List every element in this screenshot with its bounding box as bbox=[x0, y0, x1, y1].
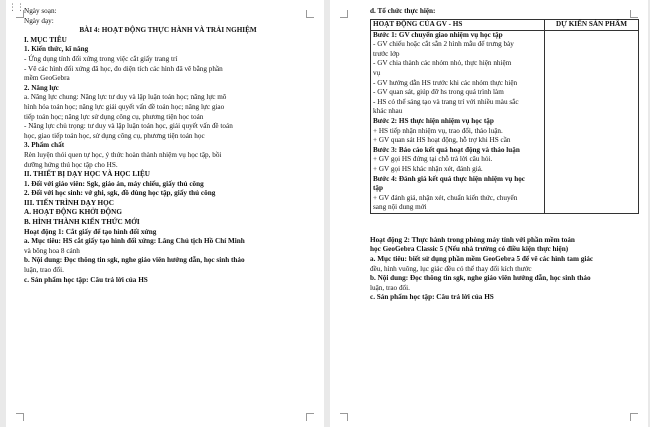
crop-mark bbox=[16, 10, 24, 18]
text-line: đều, hình vuông, lục giác đều có thể thay đổi kích thước bbox=[370, 264, 532, 273]
table-cell-line: + GV quan sát HS hoạt động, hỗ trợ khi HS cần bbox=[373, 136, 511, 145]
text-line: học GeoGebra Classic 5 (Nếu nhà trường có điều kiện thực hiện) bbox=[370, 245, 569, 254]
text-line: III. TIẾN TRÌNH DẠY HỌC bbox=[24, 198, 114, 207]
table-cell-line: + GV gọi HS đứng tại chỗ trả lời câu hỏi. bbox=[373, 155, 493, 164]
text-line: - Ứng dụng tính đối xứng trong việc cắt giấy trang trí bbox=[24, 54, 178, 63]
text-line: b. Nội dung: Đọc thông tin sgk, nghe giáo viên hướng dẫn, học sinh thảo bbox=[24, 256, 245, 265]
right-page-body bbox=[370, 236, 638, 303]
table-cell-activities bbox=[371, 30, 545, 213]
text-line: B. HÌNH THÀNH KIẾN THỨC MỚI bbox=[24, 218, 140, 227]
section-heading: d. Tổ chức thực hiện: bbox=[370, 7, 436, 15]
crop-mark bbox=[16, 413, 24, 421]
table-cell-line: trước lớp bbox=[373, 49, 400, 58]
text-line: BÀI 4: HOẠT ĐỘNG THỰC HÀNH VÀ TRẢI NGHIỆM bbox=[79, 26, 257, 35]
text-line: 1. Đối với giáo viên: Sgk, giáo án, máy chiếu, giấy thủ công bbox=[24, 179, 204, 188]
table-cell-line: Bước 1: GV chuyển giao nhiệm vụ học tập bbox=[373, 30, 503, 39]
table-cell-line: + HS tiếp nhận nhiệm vụ, trao đổi, thảo luận. bbox=[373, 126, 503, 135]
text-line: c. Sản phẩm học tập: Câu trả lời của HS bbox=[370, 293, 494, 302]
text-line: Rèn luyện thói quen tự học, ý thức hoàn thành nhiệm vụ học tập, bồi bbox=[24, 150, 222, 159]
text-line: 2. Năng lực bbox=[24, 83, 59, 92]
text-line: - Vẽ các hình đối xứng đã học, đo diện tích các hình đã vẽ bằng phần bbox=[24, 64, 223, 73]
text-line: II. THIẾT BỊ DẠY HỌC VÀ HỌC LIỆU bbox=[24, 170, 150, 179]
text-line: hình hóa toán học; năng lực giải quyết vấn đề toán học; năng lực giao bbox=[24, 102, 225, 111]
text-line: luận, trao đổi. bbox=[24, 266, 64, 275]
text-line: Ngày dạy: bbox=[24, 16, 54, 25]
table-cell-line: khác nhau bbox=[373, 107, 403, 116]
text-line: 3. Phẩm chất bbox=[24, 141, 65, 150]
table-cell-line: - HS có thể sáng tạo và trang trí với nhiều màu sắc bbox=[373, 97, 519, 106]
table-cell-line: - GV hướng dẫn HS trước khi các nhóm thực hiện bbox=[373, 78, 518, 87]
crop-mark bbox=[630, 413, 638, 421]
table-cell-line: Bước 3: Báo cáo kết quả hoạt động và thảo luận bbox=[373, 145, 520, 154]
table-cell-line: + GV gọi HS khác nhận xét, đánh giá. bbox=[373, 164, 483, 173]
document-page-right bbox=[330, 0, 648, 427]
text-line: A. HOẠT ĐỘNG KHỞI ĐỘNG bbox=[24, 208, 122, 217]
crop-mark bbox=[306, 10, 314, 18]
crop-mark bbox=[340, 10, 348, 18]
text-line: học, giao tiếp toán học, sử dụng công cụ, phương tiện toán học bbox=[24, 131, 205, 140]
text-line: tiếp toán học; năng lực sử dụng công cụ, phương tiện học toán bbox=[24, 112, 204, 121]
table-cell-line: Bước 2: HS thực hiện nhiệm vụ học tập bbox=[373, 116, 494, 125]
text-line: luận, trao đổi. bbox=[370, 283, 410, 292]
text-line: mềm GeoGebra bbox=[24, 74, 70, 83]
text-line: Ngày soạn: bbox=[24, 7, 57, 15]
text-line: a. Mục tiêu: biết sử dụng phần mềm GeoGebra 5 để vẽ các hình tam giác bbox=[370, 255, 594, 264]
table-cell-line: Bước 4: Đánh giá kết quả thực hiện nhiệm vụ học bbox=[373, 174, 525, 183]
text-line: b. Nội dung: Đọc thông tin sgk, nghe giáo viên hướng dẫn, học sinh thảo bbox=[370, 274, 591, 283]
table-cell-line: sang nội dung mới bbox=[373, 203, 427, 212]
text-line: c. Sản phẩm học tập: Câu trả lời của HS bbox=[24, 275, 148, 284]
text-line: Hoạt động 1: Cắt giấy để tạo hình đối xứng bbox=[24, 227, 157, 236]
table-cell-expected bbox=[545, 30, 639, 213]
table-cell-line: tập bbox=[373, 184, 383, 193]
table-cell-line: vụ bbox=[373, 68, 381, 77]
text-line: 1. Kiến thức, kĩ năng bbox=[24, 45, 89, 54]
table-header-expected: DỰ KIẾN SẢN PHẨM bbox=[545, 19, 639, 30]
crop-mark bbox=[630, 10, 638, 18]
drag-handle-icon[interactable]: ⋮⋮ bbox=[8, 3, 24, 13]
crop-mark bbox=[306, 413, 314, 421]
text-line: - Năng lực chủ trọng: tư duy và lập luận toán học, giải quyết vấn đề toán bbox=[24, 122, 233, 131]
text-line: và bông hoa 8 cánh bbox=[24, 246, 80, 255]
table-cell-line: - GV chiếu hoặc cắt sẵn 2 hình mẫu để trưng bày bbox=[373, 40, 514, 49]
text-line: Hoạt động 2: Thực hành trong phòng máy tính với phần mềm toán bbox=[370, 235, 575, 244]
table-header-activity: HOẠT ĐỘNG CỦA GV - HS bbox=[371, 19, 545, 30]
table-row bbox=[371, 30, 639, 213]
table-cell-line: - GV chia thành các nhóm nhỏ, thực hiện nhiệm bbox=[373, 59, 512, 68]
text-line: a. Mục tiêu: HS cắt giấy tạo hình đối xứng: Lăng Chủ tịch Hồ Chí Minh bbox=[24, 237, 245, 246]
text-line: dưỡng hứng thú học tập cho HS. bbox=[24, 160, 118, 169]
table-cell-line: - GV quan sát, giúp đỡ hs trong quá trình làm bbox=[373, 88, 504, 97]
crop-mark bbox=[340, 413, 348, 421]
text-line: a. Năng lực chung: Năng lực tư duy và lập luận toán học; năng lực mô bbox=[24, 93, 227, 102]
text-line: 2. Đối với học sinh: vở ghi, sgk, đồ dùng học tập, giấy thủ công bbox=[24, 189, 216, 198]
table-header-row bbox=[371, 19, 639, 30]
document-page-left bbox=[6, 0, 324, 427]
table-cell-line: + GV đánh giá, nhận xét, chuẩn kiến thức, chuyển bbox=[373, 193, 518, 202]
activity-table bbox=[370, 19, 639, 214]
text-line: I. MỤC TIÊU bbox=[24, 35, 67, 44]
left-page-body bbox=[24, 7, 312, 285]
